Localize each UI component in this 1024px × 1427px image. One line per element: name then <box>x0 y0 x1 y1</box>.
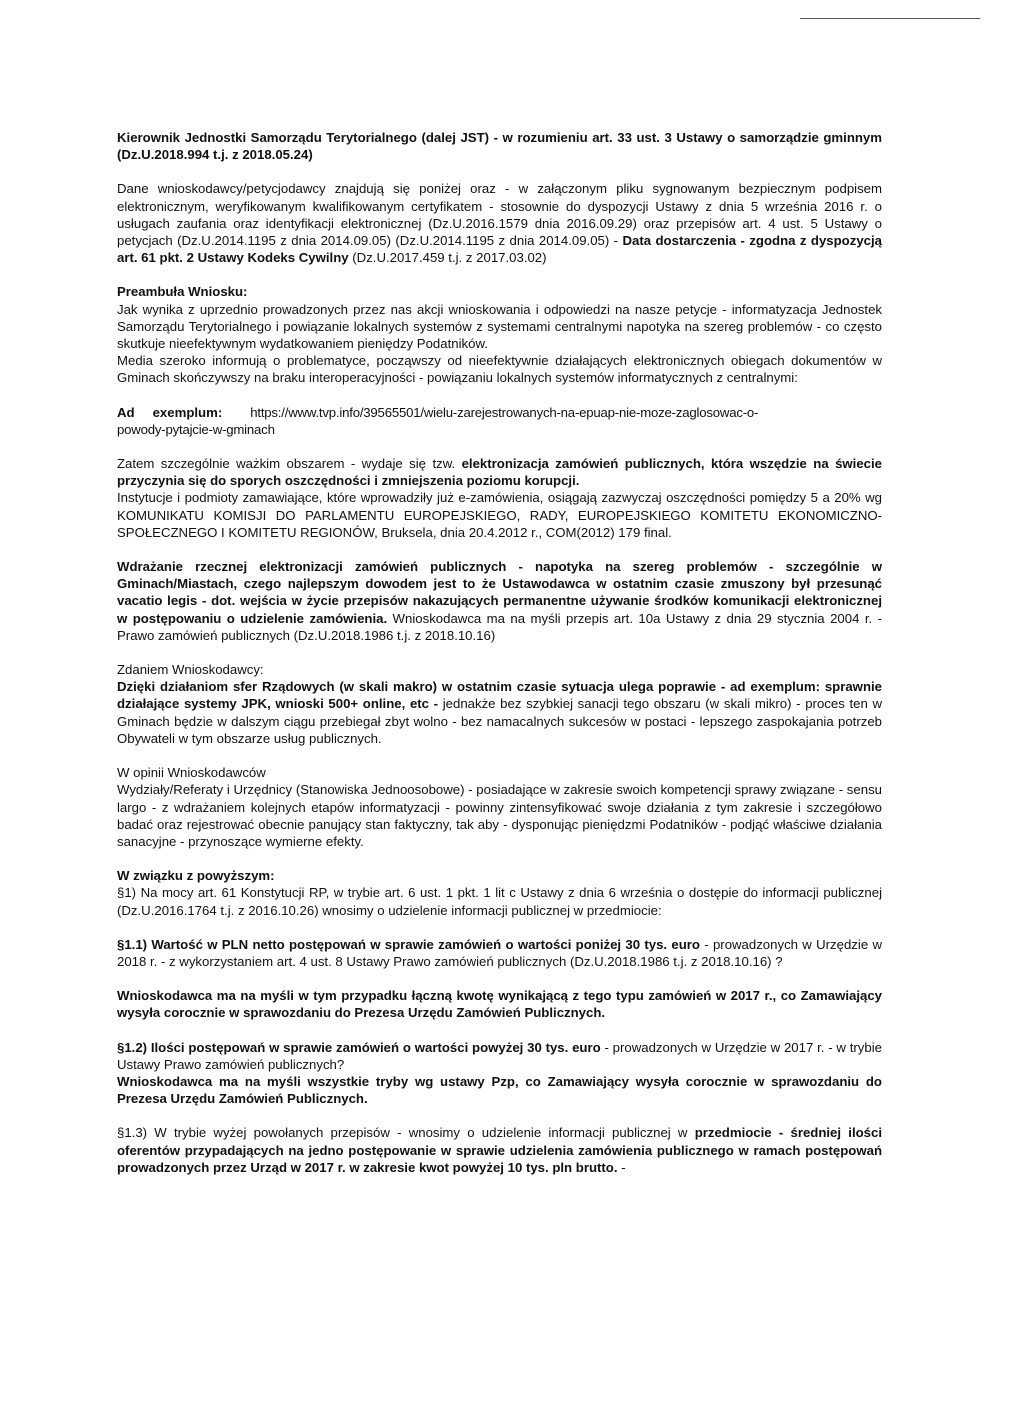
request-item-1-1 <box>117 936 882 970</box>
wdrazanie-bold-text: Wdrażanie rzecznej elektronizacji zamówień publicznych - napotyka na szereg problemów - szczególnie w Gminach/Miastach, czego najlepszym dowodem jest to że Ustawodawca w ostatnim czasie zmuszony był przesunąć vacatio legis - dot. wejścia w życie przepisów nakazujących permanentne używanie środków komunikacji elektronicznej w postępowaniu o udzielenie zamówienia. <box>117 559 882 626</box>
request-item-1-3 <box>117 1124 882 1176</box>
preamble-title: Preambuła Wniosku: <box>117 284 248 300</box>
zatem-bold-text: elektronizacja zamówień publicznych, która wszędzie na świecie przyczynia się do sporych oszczędności i zmniejszenia poziomu korupcji. <box>117 456 883 489</box>
item-1-1-text: - prowadzonych w Urzędzie w 2018 r. - z wykorzystaniem art. 4 ust. 8 Ustawy Prawo zamówień publicznych (Dz.U.2018.1986 t.j. z 2018.10.16) ? <box>117 936 882 969</box>
civil-code-ref: (Dz.U.2017.459 t.j. z 2017.03.02) <box>348 250 547 266</box>
item-1-3-text: §1.3) W trybie wyżej powołanych przepisów - wnosimy o udzielenie informacji publicznej w <box>117 1125 695 1141</box>
item-1-2-note: Wnioskodawca ma na myśli wszystkie tryby wg ustawy Pzp, co Zamawiający wysyła corocznie w sprawozdaniu do Prezesa Urzędu Zamówień Publicznych. <box>117 1073 882 1107</box>
ad-label: Ad <box>117 404 135 420</box>
zatem-text: Zatem szczególnie ważkim obszarem - wydaje się tzw. <box>117 456 462 472</box>
instytucje-paragraph: Instytucje i podmioty zamawiające, które wprowadziły już e-zamówienia, osiągają zazwyczaj oszczędności pomiędzy 5 a 20% wg KOMUNIKATU KOMISJI DO PARLAMENTU EUROPEJSKIEGO, RADY, EUROPEJSKIEGO KOMITETU EKONOMICZNO-SPOŁECZNEGO I KOMITETU REGIONÓW, Bruksela, dnia 20.4.2012 r., COM(2012) 179 final. <box>117 490 882 540</box>
wdrazanie-text: Wnioskodawca ma na myśli przepis art. 10a Ustawy z dnia 29 stycznia 2004 r. - Prawo zamówień publicznych (Dz.U.2018.1986 t.j. z 2018.10.16) <box>117 610 882 643</box>
delivery-date-text: Data dostarczenia - zgodna z dyspozycją art. 61 pkt. 2 Ustawy Kodeks Cywilny <box>117 233 882 266</box>
applicant-data-text: Dane wnioskodawcy/petycjodawcy znajdują się poniżej oraz - w załączonym pliku sygnowanym bezpiecznym podpisem elektronicznym, weryfikowanym kwalifikowanym certyfikatem - stosownie do dyspozycji Ustawy z dnia 5 września 2016 r. o usługach zaufania oraz identyfikacji elektronicznej (Dz.U.2016.1579 dnia 2016.09.29) oraz przepisów art. 4 ust. 5 Ustawy o petycjach (Dz.U.2014.1195 z dnia 2014.09.05) (Dz.U.2014.1195 z dnia 2014.09.05) - <box>117 181 882 249</box>
document-body <box>117 129 882 1176</box>
exemplum-label: exemplum: <box>152 404 223 420</box>
item-1-3-tail: - <box>617 1159 626 1175</box>
preamble-paragraph-2: Media szeroko informują o problematyce, począwszy od nieefektywnie działających elektronicznych obiegach dokumentów w Gminach skończywszy na braku interoperacyjności - powiązaniu lokalnych systemów informatycznych z centralnymi: <box>117 353 882 386</box>
zdaniem-text: jednakże bez szybkiej sanacji tego obszaru (w skali mikro) - proces ten w Gminach będzie w dalszym ciągu przebiegał zbyt wolno - bez namacalnych sukcesów w postaci - lepszego zaspokajania potrzeb Obywateli w tym obszarze usług publicznych. <box>117 696 882 746</box>
wdrazanie-paragraph <box>117 558 882 644</box>
zatem-paragraph <box>117 455 882 489</box>
request-item-1: §1) Na mocy art. 61 Konstytucji RP, w trybie art. 6 ust. 1 pkt. 1 lit c Ustawy z dnia 6 września o dostępie do informacji publicznej (Dz.U.2016.1764 t.j. z 2016.10.26) wnosimy o udzielenie informacji publicznej w przedmiocie: <box>117 885 882 918</box>
item-1-2-text: - prowadzonych w Urzędzie w 2017 r. - w trybie Ustawy Prawo zamówień publicznych? <box>117 1039 882 1072</box>
item-1-2-bold: §1.2) Ilości postępowań w sprawie zamówień o wartości powyżej 30 tys. euro <box>117 1039 601 1055</box>
header-rule <box>800 18 980 19</box>
addressee-paragraph: Kierownik Jednostki Samorządu Terytorialnego (dalej JST) - w rozumieniu art. 33 ust. 3 Ustawy o samorządzie gminnym (Dz.U.2018.994 t.j. z 2018.05.24) <box>117 130 882 163</box>
request-item-1-2 <box>117 1039 882 1073</box>
opinii-paragraph: Wydziały/Referaty i Urzędnicy (Stanowiska Jednoosobowe) - posiadające w zakresie swoich kompetencji sprawy związane - sensu largo - z wdrażaniem kolejnych etapów informatyzacji - powinny zintensyfikować swoje działania z tym zakresie i szczegółowo badać oraz rejestrować obecnie panujący stan faktyczny, tak aby - dysponując pieniędzmi Podatników - podjąć właściwe działania sanacyjne - przynoszące wymierne efekty. <box>117 782 882 849</box>
tvp-link[interactable]: https://www.tvp.info/39565501/wielu-zarejestrowanych-na-epuap-nie-moze-zaglosowac-o- <box>250 404 759 420</box>
applicant-data-paragraph <box>117 180 882 266</box>
item-1-1-note: Wnioskodawca ma na myśli w tym przypadku łączną kwotę wynikającą z tego typu zamówień w 2017 r., co Zamawiający wysyła corocznie w sprawozdaniu do Prezesa Urzędu Zamówień Publicznych. <box>117 988 882 1021</box>
zdaniem-title: Zdaniem Wnioskodawcy: <box>117 662 264 678</box>
ad-exemplum-row <box>117 404 882 421</box>
zwiazku-title: W związku z powyższym: <box>117 868 275 884</box>
item-1-1-bold: §1.1) Wartość w PLN netto postępowań w sprawie zamówień o wartości poniżej 30 tys. euro <box>117 936 700 952</box>
item-1-3-bold: przedmiocie - średniej ilości oferentów przypadających na jedno postępowanie w sprawie udzielenia zamówienia publicznego w ramach postępowań prowadzonych przez Urząd w 2017 r. w zakresie kwot powyżej 10 tys. pln brutto. <box>117 1125 882 1175</box>
zdaniem-paragraph <box>117 678 882 747</box>
zdaniem-bold-text: Dzięki działaniom sfer Rządowych (w skali makro) w ostatnim czasie sytuacja ulega poprawie - ad exemplum: sprawnie działające systemy JPK, wnioski 500+ online, etc - <box>117 679 882 712</box>
tvp-link-continued[interactable]: powody-pytajcie-w-gminach <box>117 421 275 437</box>
opinii-title: W opinii Wnioskodawców <box>117 765 266 781</box>
preamble-paragraph-1: Jak wynika z uprzednio prowadzonych przez nas akcji wnioskowania i odpowiedzi na nasze petycje - informatyzacja Jednostek Samorządu Terytorialnego i powiązanie lokalnych systemów z systemami centralnymi napotyka na szereg problemów - co często skutkuje nieefektywnym wydatkowaniem pieniędzy Podatników. <box>117 301 882 352</box>
